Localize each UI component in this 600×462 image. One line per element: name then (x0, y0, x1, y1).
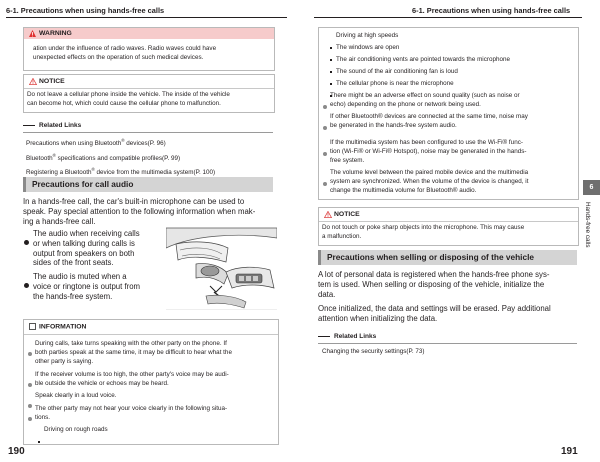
information-label: INFORMATION (39, 323, 87, 331)
notice-divider-right (319, 221, 578, 222)
related-link-1-reg: ® (121, 138, 125, 143)
information-divider (24, 334, 278, 335)
para1-line1: A lot of personal data is registered when the hands-free phone sys- (318, 270, 550, 279)
related-link-2-text-b: specifications and compatible profiles(P. 99) (55, 155, 181, 163)
info-item-2-line1: If the receiver volume is too high, the other party's voice may be audi- (35, 371, 229, 378)
bullet-audio-receiving (33, 229, 140, 268)
microphone-illustration (166, 226, 277, 310)
info-item-1-line1: During calls, take turns speaking with the other party on the phone. If (35, 340, 227, 347)
related-link-2-text-a: Bluetooth (26, 155, 53, 163)
notice-label-left: NOTICE (39, 78, 65, 85)
right-info-item-4-part2: ® audio. (452, 186, 477, 194)
para-personal-data (318, 270, 549, 299)
right-header-rule (314, 17, 582, 18)
bullet1-line3: output from speakers on both (33, 248, 135, 258)
related-links-rule-left (23, 132, 273, 133)
info-item-1-line3: other party is saying. (35, 357, 94, 365)
right-info-bullet-icon-1 (323, 96, 327, 114)
information-square-icon (29, 323, 36, 330)
right-info-item-3-part3: tion (Wi-Fi (330, 147, 359, 155)
warning-text-line1: ation under the influence of radio waves. Radio waves could have (33, 45, 217, 52)
related-link-security-settings[interactable]: Changing the security settings(P. 73) (322, 348, 425, 355)
information-box (23, 319, 279, 445)
bullet-dot-1 (24, 232, 29, 250)
chapter-tab-label: Hands-free calls (584, 202, 591, 248)
para1-line3: data. (318, 289, 336, 299)
info-item-2-line2: ble outside the vehicle or echoes may be heard. (35, 379, 169, 387)
right-info-item-3-part2: ® func- (502, 139, 523, 146)
warning-header (24, 28, 274, 39)
notice-box-left (23, 74, 275, 113)
right-info-item-3-part1: If the multimedia system has been configured to use the Wi-Fi (330, 139, 503, 146)
info-item-2 (35, 371, 229, 389)
right-info-item-2-part1: If other Bluetooth (330, 113, 378, 120)
info-item-4-line2: tions. (35, 413, 51, 421)
related-link-3-text-b: device from the multimedia system(P. 100) (94, 169, 216, 177)
related-links-label-right: Related Links (334, 333, 377, 340)
right-info-item-2-line1 (330, 113, 528, 122)
sub-item-fan-loud: The sound of the air conditioning fan is loud (336, 68, 458, 75)
right-info-item-4-part1: change the multimedia volume for Bluetooth (330, 186, 453, 194)
sub-item-high-speeds: Driving at high speeds (336, 32, 399, 39)
related-link-1-text-a: Precautions when using Bluetooth (26, 140, 122, 148)
right-info-item-3-part4: ® or Wi-Fi (358, 147, 388, 155)
bullet2-line2: voice or ringtone is output from (33, 281, 141, 291)
right-info-item-3-line3: free system. (330, 156, 365, 164)
right-header-title: 6-1. Precautions when using hands-free calls (412, 6, 571, 15)
notice-text-line2-left: can become hot, which could cause the cellular phone to malfunction. (27, 100, 221, 107)
intro-line-1: In a hands-free call, the car's built-in microphone can be used to (23, 197, 245, 206)
notice-text-line1-left: Do not leave a cellular phone inside the vehicle. The inside of the vehicle (27, 91, 230, 98)
related-links-label-left: Related Links (39, 122, 82, 129)
info-bullet-icon-1 (28, 343, 32, 361)
notice-label-right: NOTICE (334, 211, 360, 218)
sub-item-windows-open: The windows are open (336, 44, 400, 51)
info-item-4-line1: The other party may not hear your voice clearly in the following situa- (35, 405, 228, 412)
related-link-3-reg: ® (91, 167, 95, 172)
bullet-dot-2 (24, 275, 29, 293)
right-info-item-wifi (330, 139, 527, 166)
right-info-item-2-part2: ® devices are connected at the same time, noise may (377, 113, 528, 120)
section-title-call-audio: Precautions for call audio (23, 177, 273, 192)
info-item-3-line1: Speak clearly in a loud voice. (35, 392, 117, 399)
section-title-selling-vehicle: Precautions when selling or disposing of the vehicle (318, 250, 577, 265)
bullet1-line1: The audio when receiving calls (33, 229, 140, 238)
page-number-left: 190 (8, 446, 25, 457)
right-info-bullet-icon-3 (323, 143, 327, 161)
related-links-dash-right (318, 336, 330, 337)
related-links-dash-left (23, 125, 35, 126)
right-info-item-1-line2: echo) depending on the phone or network being used. (330, 100, 481, 108)
related-link-registering-device[interactable] (26, 167, 215, 176)
para1-line2: tem is used. When selling or disposing of the vehicle, initialize the (318, 279, 545, 289)
right-info-item-4-line3 (330, 187, 528, 196)
right-info-item-other-bluetooth (330, 113, 528, 131)
info-sub-item: Driving on rough roads (44, 426, 108, 433)
right-info-item-2-line2: be generated in the hands-free system audio. (330, 121, 457, 129)
right-info-item-4-line2: system are synchronized. When the volume of the device is changed, it (330, 177, 529, 185)
info-item-1 (35, 340, 232, 367)
right-info-item-sound-quality (330, 92, 520, 110)
warning-label: WARNING (39, 30, 72, 37)
notice-divider-left (24, 88, 274, 89)
page-number-right: 191 (561, 446, 578, 457)
related-link-2-reg: ® (52, 153, 56, 158)
related-link-bluetooth-precautions[interactable] (26, 138, 166, 147)
info-bullet-icon-2 (28, 374, 32, 392)
info-item-4 (35, 405, 227, 423)
left-header-rule (6, 17, 287, 18)
intro-line-2: speak. Pay special attention to the following information when mak- (23, 207, 256, 216)
info-sub-bullet-icon (38, 430, 40, 448)
right-info-item-3-line2 (330, 148, 527, 157)
right-info-item-4-line1: The volume level between the paired mobile device and the multimedia (330, 169, 529, 176)
info-item-3 (35, 392, 117, 401)
right-info-item-3-line1 (330, 139, 527, 148)
related-link-3-text-a: Registering a Bluetooth (26, 169, 92, 177)
right-info-item-1-line1: There might be an adverse effect on sound quality (such as noise or (330, 92, 520, 99)
related-links-heading-right (318, 333, 376, 340)
chapter-tab-number[interactable]: 6 (583, 180, 600, 195)
right-info-item-volume (330, 169, 528, 196)
notice-box-right (318, 207, 579, 246)
bullet-audio-muted (33, 272, 140, 301)
bullet1-line4: sides of the front seats. (33, 258, 114, 268)
sub-item-vents: The air conditioning vents are pointed towards the microphone (336, 56, 510, 63)
related-links-rule-right (318, 343, 577, 344)
para2-line2: attention when initializing the data. (318, 313, 438, 323)
warning-box (23, 27, 275, 71)
related-link-1-text-b: devices(P. 96) (124, 140, 166, 148)
right-info-bullet-icon-4 (323, 173, 327, 191)
right-info-bullet-icon-2 (323, 117, 327, 135)
info-bullet-icon-4 (28, 408, 32, 426)
notice-text-line1-right: Do not touch or poke sharp objects into the microphone. This may cause (322, 224, 525, 231)
intro-line-3: ing a hands-free call. (23, 217, 96, 226)
warning-text-line2: unexpected effects on the operation of such medical devices. (33, 54, 204, 61)
notice-text-line2-right: a malfunction. (322, 233, 362, 240)
related-links-heading-left (23, 122, 81, 129)
right-info-item-3-part5: ® Hotspot), noise may be generated in the hands- (387, 147, 527, 155)
sub-item-phone-near: The cellular phone is near the microphone (336, 80, 454, 87)
information-box-continued (318, 27, 579, 200)
notice-header-right (319, 209, 360, 220)
para-initialized (318, 304, 551, 324)
bullet2-line1: The audio is muted when a (33, 272, 127, 281)
info-item-1-line2: both parties speak at the same time, it may be difficult to hear what the (35, 348, 232, 356)
bullet1-line2: or when talking during calls is (33, 238, 135, 248)
related-link-bluetooth-specs[interactable] (26, 153, 180, 162)
para2-line1: Once initialized, the data and settings will be erased. Pay additional (318, 304, 551, 313)
bullet2-line3: the hands-free system. (33, 291, 113, 301)
notice-header-left (24, 76, 65, 87)
information-header (29, 323, 86, 330)
left-header-title: 6-1. Precautions when using hands-free calls (6, 6, 165, 15)
warning-triangle-icon (29, 30, 36, 41)
